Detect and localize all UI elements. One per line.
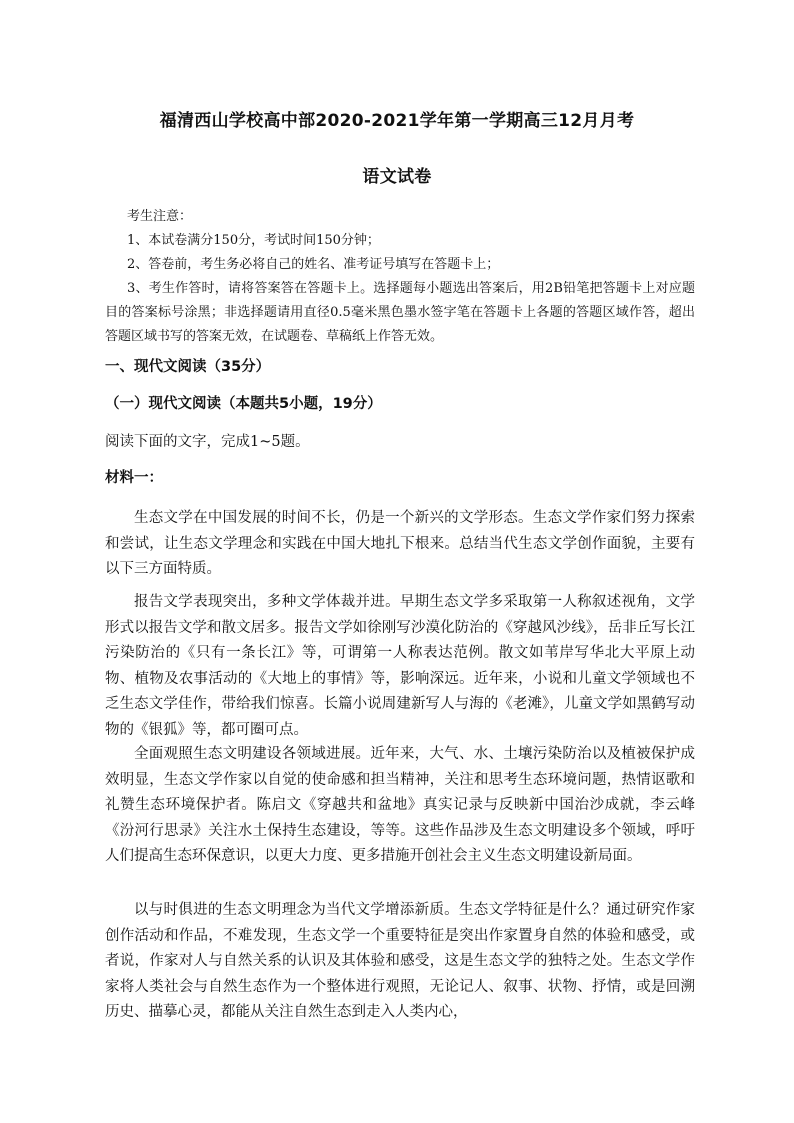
material-label: 材料一： <box>105 470 163 486</box>
reading-instruction: 阅读下面的文字，完成1~5题。 <box>105 434 310 450</box>
notice-item-1: 1、本试卷满分150分，考试时间150分钟； <box>127 233 380 248</box>
notice-heading: 考生注意： <box>127 209 193 224</box>
exam-subtitle: 语文试卷 <box>362 167 432 187</box>
exam-title: 福清西山学校高中部2020-2021学年第一学期高三12月月考 <box>159 111 635 131</box>
exam-notice <box>105 205 695 349</box>
notice-item-3 <box>105 277 695 349</box>
notice-item-2: 2、答卷前，考生务必将自己的姓名、准考证号填写在答题卡上； <box>127 257 500 272</box>
sub-section-heading: （一）现代文阅读（本题共5小题，19分） <box>105 396 382 412</box>
section-heading: 一、现代文阅读（35分） <box>105 359 271 375</box>
notice-item-3-text: 3、考生作答时，请将答案答在答题卡上。选择题每小题选出答案后，用2B铅笔把答题卡上对应题目的答案标号涂黑；非选择题请用直径0.5毫米黑色墨水签字笔在答题卡上各题的答题区域作答，超出答题区域书写的答案无效，在试题卷、草稿纸上作答无效。 <box>105 281 695 344</box>
paragraph-3: 全面观照生态文明建设各领域进展。近年来，大气、水、土壤污染防治以及植被保护成效明显，生态文学作家以自觉的使命感和担当精神，关注和思考生态环境问题，热情讴歌和礼赞生态环境保护者。陈启文《穿越共和盆地》真实记录与反映新中国治沙成就，李云峰《汾河行思录》关注水土保持生态建设，等等。这些作品涉及生态文明建设多个领域，呼吁人们提高生态环保意识，以更大力度、更多措施开创社会主义生态文明建设新局面。 <box>105 746 695 864</box>
paragraph-2: 报告文学表现突出，多种文学体裁并进。早期生态文学多采取第一人称叙述视角，文学形式以报告文学和散文居多。报告文学如徐刚写沙漠化防治的《穿越风沙线》，岳非丘写长江污染防治的《只有一条长江》等，可谓第一人称表达范例。散文如苇岸写华北大平原上动物、植物及农事活动的《大地上的事情》等，影响深远。近年来，小说和儿童文学领域也不乏生态文学佳作，带给我们惊喜。长篇小说周建新写人与海的《老滩》，儿童文学如黑鹤写动物的《银狐》等，都可圈可点。 <box>105 594 695 738</box>
paragraph-1: 生态文学在中国发展的时间不长，仍是一个新兴的文学形态。生态文学作家们努力探索和尝试，让生态文学理念和实践在中国大地扎下根来。总结当代生态文学创作面貌，主要有以下三方面特质。 <box>105 510 695 577</box>
paragraph-4: 以与时俱进的生态文明理念为当代文学增添新质。生态文学特征是什么？通过研究作家创作活动和作品，不难发现，生态文学一个重要特征是突出作家置身自然的体验和感受，或者说，作家对人与自然关系的认识及其体验和感受，这是生态文学的独特之处。生态文学作家将人类社会与自然生态作为一个整体进行观照，无论记人、叙事、状物、抒情，或是回溯历史、描摹心灵，都能从关注自然生态到走入人类内心， <box>105 902 695 1020</box>
